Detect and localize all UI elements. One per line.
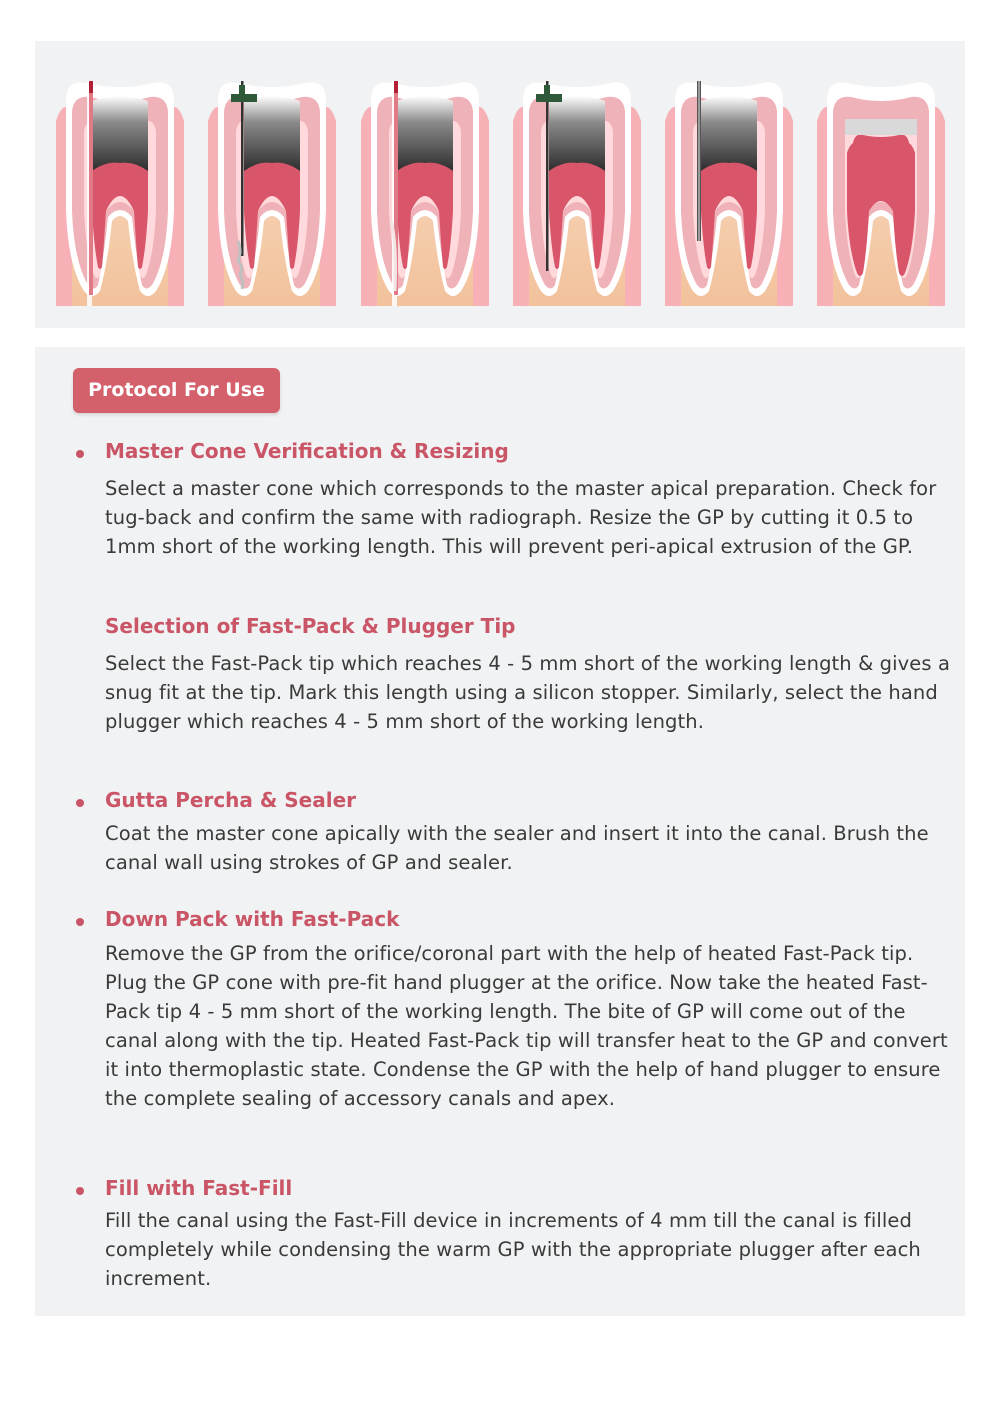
step-body: Coat the master cone apically with the sealer and insert it into the canal. Brush the canal wall using strokes of GP and sealer. (105, 822, 929, 874)
step-title: Selection of Fast-Pack & Plugger Tip (105, 614, 516, 638)
bullet-icon (76, 450, 84, 458)
restored-tooth (817, 61, 945, 306)
illustration-panel (35, 41, 965, 328)
step-body: Select the Fast-Pack tip which reaches 4 - 5 mm short of the working length & gives a snug fit at the tip. Mark this length using a silicon stopper. Similarly, select the hand plugger which reaches 4 - 5 mm short of the working length. (105, 652, 951, 733)
down-pack-tooth (513, 61, 641, 306)
step-body: Remove the GP from the orifice/coronal part with the help of heated Fast-Pack tip. Plug the GP cone with pre-fit hand plugger at the orifice. Now take the heated Fast-Pack tip 4 - 5 mm short of the working length. The bite of GP will come out of the canal along with the tip. Heated Fast-Pack tip will transfer heat to the GP and convert it into thermoplastic state. Condense the GP with the help of hand plugger to ensure the complete sealing of accessory canals and apex. (105, 942, 948, 1110)
step-title: Fill with Fast-Fill (105, 1176, 293, 1200)
step-title: Down Pack with Fast-Pack (105, 907, 400, 931)
protocol-badge: Protocol For Use (73, 368, 280, 413)
master-cone-tooth (56, 61, 184, 306)
step-title: Master Cone Verification & Resizing (105, 439, 509, 463)
fast-fill-tooth (665, 61, 793, 306)
bullet-icon (76, 1187, 84, 1195)
step-body: Fill the canal using the Fast-Fill device in increments of 4 mm till the canal is filled completely while condensing the warm GP with the appropriate plugger after each increment. (105, 1209, 921, 1290)
bullet-icon (76, 799, 84, 807)
protocol-panel (35, 347, 965, 1316)
bullet-icon (76, 918, 84, 926)
fast-pack-tooth (208, 61, 336, 306)
step-body: Select a master cone which corresponds to the master apical preparation. Check for tug-back and confirm the same with radiograph. Resize the GP by cutting it 0.5 to 1mm short of the working length. This will prevent peri-apical extrusion of the GP. (105, 477, 937, 558)
step-title: Gutta Percha & Sealer (105, 788, 357, 812)
sealer-cone-tooth (361, 61, 489, 306)
